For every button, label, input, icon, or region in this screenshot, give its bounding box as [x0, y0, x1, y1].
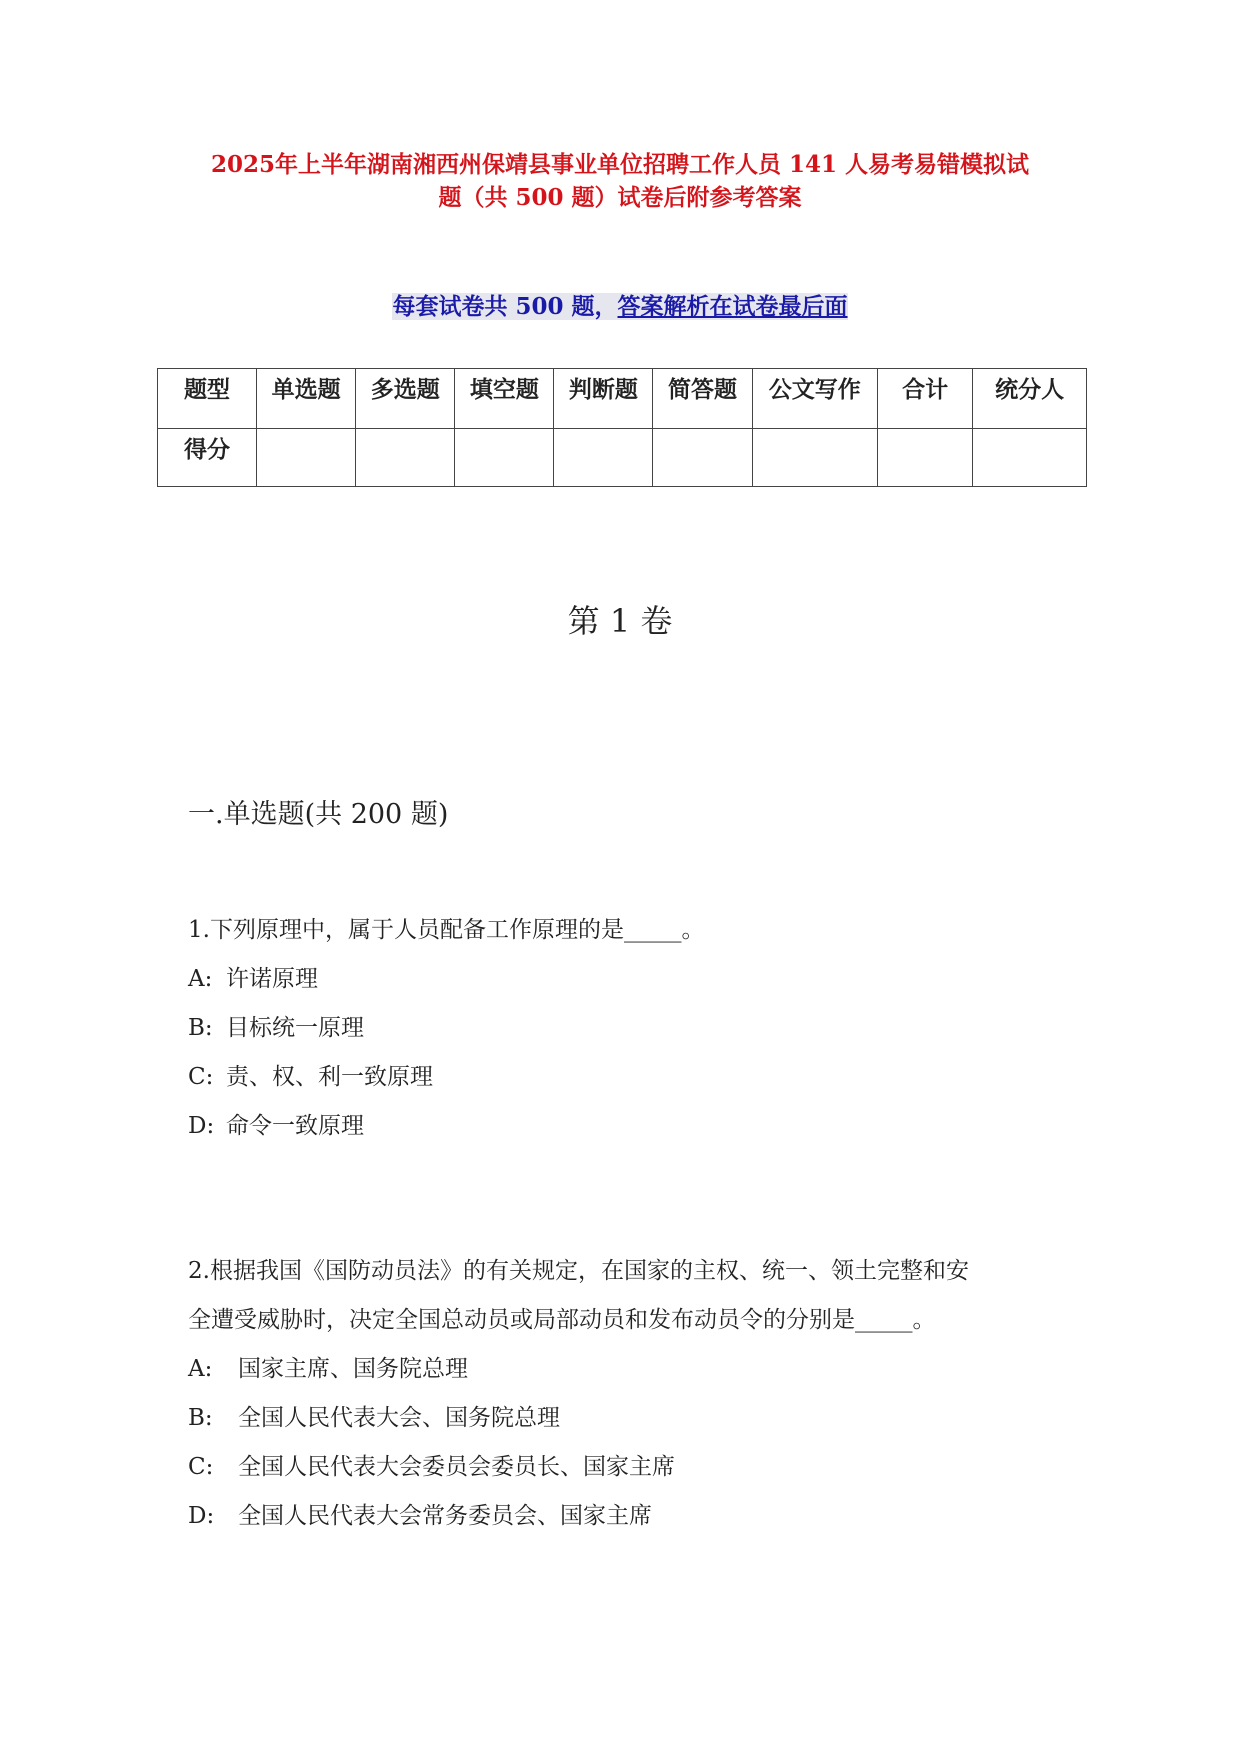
document-title [150, 148, 1090, 214]
title-line-1: 2025年上半年湖南湘西州保靖县事业单位招聘工作人员 141 人易考易错模拟试 [210, 151, 1030, 178]
score-table-header-row [158, 369, 1087, 429]
title-line-2: 题（共 500 题）试卷后附参考答案 [438, 184, 802, 211]
option-text: 国家主席、国务院总理 [238, 1356, 468, 1382]
option-label: C: [188, 1454, 214, 1480]
score-cell[interactable] [973, 429, 1087, 487]
header-cell: 统分人 [973, 369, 1087, 429]
option-label: D: [188, 1113, 215, 1139]
question-2 [188, 1247, 1068, 1541]
option-text: 全国人民代表大会、国务院总理 [238, 1405, 560, 1431]
score-cell[interactable] [455, 429, 554, 487]
question-stem-line-2: 全遭受威胁时，决定全国总动员或局部动员和发布动员令的分别是_____。 [188, 1307, 936, 1333]
score-table-row [158, 429, 1087, 487]
option-label: A: [188, 966, 213, 992]
option-b[interactable] [188, 1004, 1068, 1053]
question-stem-line-1: 2.根据我国《国防动员法》的有关规定，在国家的主权、统一、领土完整和安 [188, 1258, 969, 1284]
option-c[interactable] [188, 1053, 1068, 1102]
option-text: 全国人民代表大会常务委员会、国家主席 [238, 1503, 652, 1529]
question-stem: 1.下列原理中，属于人员配备工作原理的是_____。 [188, 917, 705, 943]
option-text: 命令一致原理 [226, 1113, 364, 1139]
question-1 [188, 906, 1068, 1151]
option-d[interactable] [188, 1102, 1068, 1151]
option-c[interactable] [188, 1443, 1068, 1492]
option-label: C: [188, 1064, 214, 1090]
score-cell[interactable] [877, 429, 972, 487]
header-cell: 简答题 [653, 369, 752, 429]
score-cell[interactable] [257, 429, 356, 487]
header-cell: 公文写作 [752, 369, 877, 429]
score-cell[interactable] [752, 429, 877, 487]
header-cell: 多选题 [356, 369, 455, 429]
header-cell: 填空题 [455, 369, 554, 429]
score-cell[interactable] [554, 429, 653, 487]
header-cell: 合计 [877, 369, 972, 429]
option-text: 责、权、利一致原理 [226, 1064, 433, 1090]
section-title: 一.单选题(共 200 题) [188, 799, 449, 830]
score-cell[interactable] [653, 429, 752, 487]
header-cell: 题型 [158, 369, 257, 429]
option-text: 全国人民代表大会委员会委员长、国家主席 [238, 1454, 675, 1480]
option-text: 许诺原理 [226, 966, 318, 992]
option-a[interactable] [188, 955, 1068, 1004]
option-label: A: [188, 1356, 213, 1382]
header-cell: 单选题 [257, 369, 356, 429]
answer-location-link[interactable]: 答案解析在试卷最后面 [617, 293, 848, 320]
option-d[interactable] [188, 1492, 1068, 1541]
volume-title: 第 1 卷 [567, 602, 673, 640]
option-a[interactable] [188, 1345, 1068, 1394]
option-text: 目标统一原理 [226, 1015, 364, 1041]
row-label-cell: 得分 [158, 429, 257, 487]
header-cell: 判断题 [554, 369, 653, 429]
score-cell[interactable] [356, 429, 455, 487]
option-b[interactable] [188, 1394, 1068, 1443]
subtitle [0, 292, 1240, 322]
option-label: B: [188, 1015, 213, 1041]
option-label: D: [188, 1503, 215, 1529]
option-label: B: [188, 1405, 213, 1431]
score-table [157, 368, 1087, 487]
subtitle-text: 每套试卷共 500 题， [392, 293, 618, 320]
